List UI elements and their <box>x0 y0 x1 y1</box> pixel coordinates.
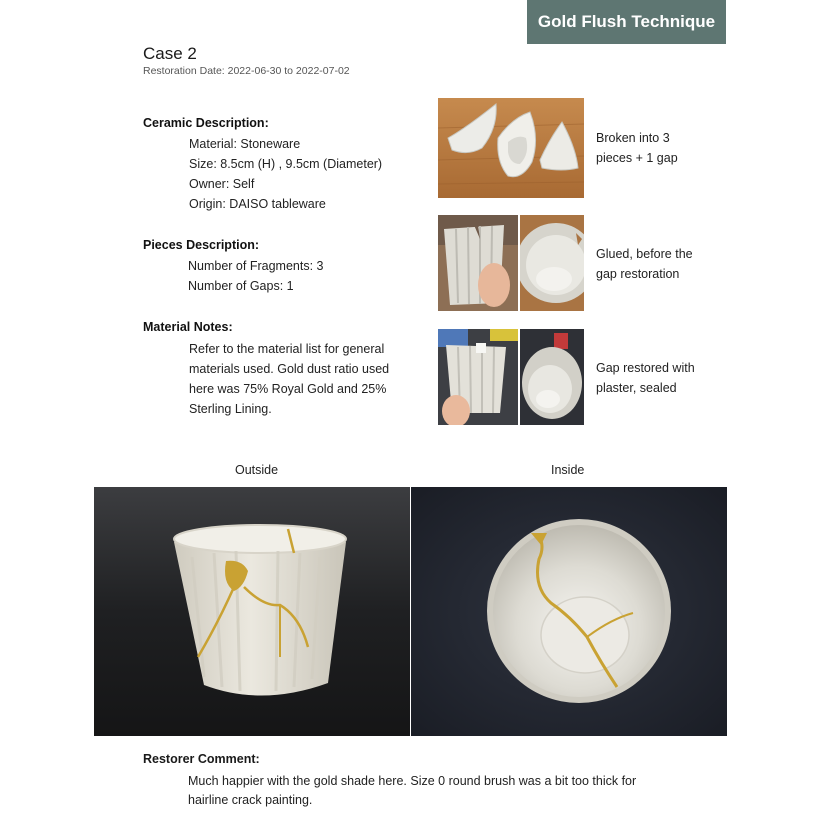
step-3-caption <box>596 358 695 398</box>
gap-count: Number of Gaps: 1 <box>188 279 294 293</box>
material-note-line: materials used. Gold dust ratio used <box>189 362 390 376</box>
step-1-caption <box>596 128 678 168</box>
material-note-line: Refer to the material list for general <box>189 342 385 356</box>
case-title: Case 2 <box>143 44 197 63</box>
broken-pieces-photo <box>438 98 584 198</box>
caption-line: Broken into 3 <box>596 131 670 145</box>
ceramic-size: Size: 8.5cm (H) , 9.5cm (Diameter) <box>189 157 383 171</box>
caption-line: gap restoration <box>596 267 680 281</box>
step-2-caption <box>596 244 693 284</box>
restored-cup-outside-photo <box>438 329 518 425</box>
pieces-description-heading: Pieces Description: <box>143 238 260 252</box>
restoration-date: Restoration Date: 2022-06-30 to 2022-07-02 <box>143 65 350 77</box>
restorer-comment-heading: Restorer Comment: <box>143 752 260 766</box>
fragment-count: Number of Fragments: 3 <box>188 259 324 273</box>
ceramic-material: Material: Stoneware <box>189 137 301 151</box>
restorer-comment-text: Much happier with the gold shade here. Size 0 round brush was a bit too thick for hairline crack painting. <box>188 774 637 807</box>
material-note-line: Sterling Lining. <box>189 402 272 416</box>
step-1-photos <box>438 98 584 198</box>
technique-banner: Gold Flush Technique <box>527 0 726 44</box>
glued-cup-outside-photo <box>438 215 518 311</box>
material-notes-heading: Material Notes: <box>143 320 233 334</box>
caption-line: Gap restored with <box>596 361 695 375</box>
material-note-line: here was 75% Royal Gold and 25% <box>189 382 387 396</box>
outside-label: Outside <box>235 463 279 477</box>
inside-label: Inside <box>551 463 585 477</box>
ceramic-owner: Owner: Self <box>189 177 255 191</box>
caption-line: pieces + 1 gap <box>596 151 678 165</box>
ceramic-origin: Origin: DAISO tableware <box>189 197 326 211</box>
step-2-photos <box>438 215 584 311</box>
caption-line: plaster, sealed <box>596 381 677 395</box>
glued-cup-inside-photo <box>520 215 584 311</box>
caption-line: Glued, before the <box>596 247 693 261</box>
inside-cup-photo <box>411 487 727 736</box>
ceramic-description-heading: Ceramic Description: <box>143 116 269 130</box>
outside-cup-photo <box>94 487 410 736</box>
restored-cup-inside-photo <box>520 329 584 425</box>
step-3-photos <box>438 329 584 425</box>
